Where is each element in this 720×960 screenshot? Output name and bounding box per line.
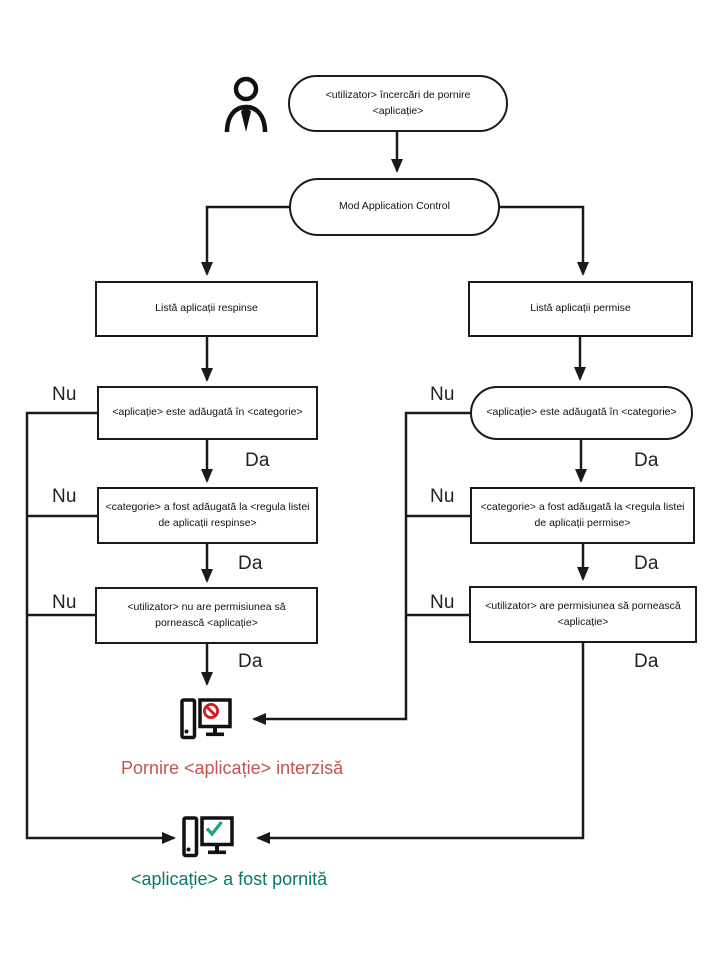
label-da-deny-permission: Da xyxy=(238,651,263,672)
computer-started-icon xyxy=(182,816,234,860)
node-deny-permission xyxy=(95,587,318,644)
label-nu-allow-rule: Nu xyxy=(430,486,455,507)
label-da-deny-rule: Da xyxy=(238,553,263,574)
node-application-control-mode xyxy=(289,178,500,236)
edge-mode-to-denylist xyxy=(207,207,290,274)
node-denylist xyxy=(95,281,318,337)
node-allow-rule xyxy=(470,487,695,544)
node-application-control-mode-label: Mod Application Control xyxy=(339,200,450,213)
edge-allow-permission-da-rail xyxy=(258,643,583,838)
node-allow-permission-label: <utilizator> are permisiunea să pornească <aplicație> xyxy=(485,600,681,628)
caption-started: <aplicație> a fost pornită xyxy=(131,869,328,889)
node-allow-permission xyxy=(469,586,697,643)
label-nu-allow-category: Nu xyxy=(430,384,455,405)
node-start-label: <utilizator> încercări de pornire <aplicație> xyxy=(325,89,471,117)
label-da-allow-permission: Da xyxy=(634,651,659,672)
computer-blocked-icon xyxy=(180,698,232,742)
node-allow-rule-label: <categorie> a fost adăugată la <regula listei de aplicații permise> xyxy=(480,501,685,529)
caption-blocked: Pornire <aplicație> interzisă xyxy=(121,758,344,778)
node-start xyxy=(288,75,508,132)
prohibition-icon xyxy=(204,704,217,717)
label-da-allow-category: Da xyxy=(634,450,659,471)
label-da-allow-rule: Da xyxy=(634,553,659,574)
node-denylist-label: Listă aplicații respinse xyxy=(155,302,258,315)
node-allowlist xyxy=(468,281,693,337)
node-allow-category-label: <aplicație> este adăugată în <categorie> xyxy=(486,406,677,419)
node-deny-category-label: <aplicație> este adăugată în <categorie> xyxy=(112,406,303,419)
node-deny-category xyxy=(97,386,318,440)
node-allow-category xyxy=(470,386,693,440)
node-deny-permission-label: <utilizator> nu are permisiunea să pornească <aplicație> xyxy=(127,601,286,629)
label-nu-deny-rule: Nu xyxy=(52,486,77,507)
label-nu-deny-category: Nu xyxy=(52,384,77,405)
node-deny-rule-label: <categorie> a fost adăugată la <regula listei de aplicații respinse> xyxy=(105,501,310,529)
node-deny-rule xyxy=(97,487,318,544)
label-da-deny-category: Da xyxy=(245,450,270,471)
checkmark-icon xyxy=(207,822,222,834)
user-icon xyxy=(224,76,268,132)
edge-mode-to-allowlist xyxy=(499,207,583,274)
edge-allow-nu-rail xyxy=(254,413,470,719)
label-nu-deny-permission: Nu xyxy=(52,592,77,613)
node-allowlist-label: Listă aplicații permise xyxy=(530,302,631,315)
label-nu-allow-permission: Nu xyxy=(430,592,455,613)
